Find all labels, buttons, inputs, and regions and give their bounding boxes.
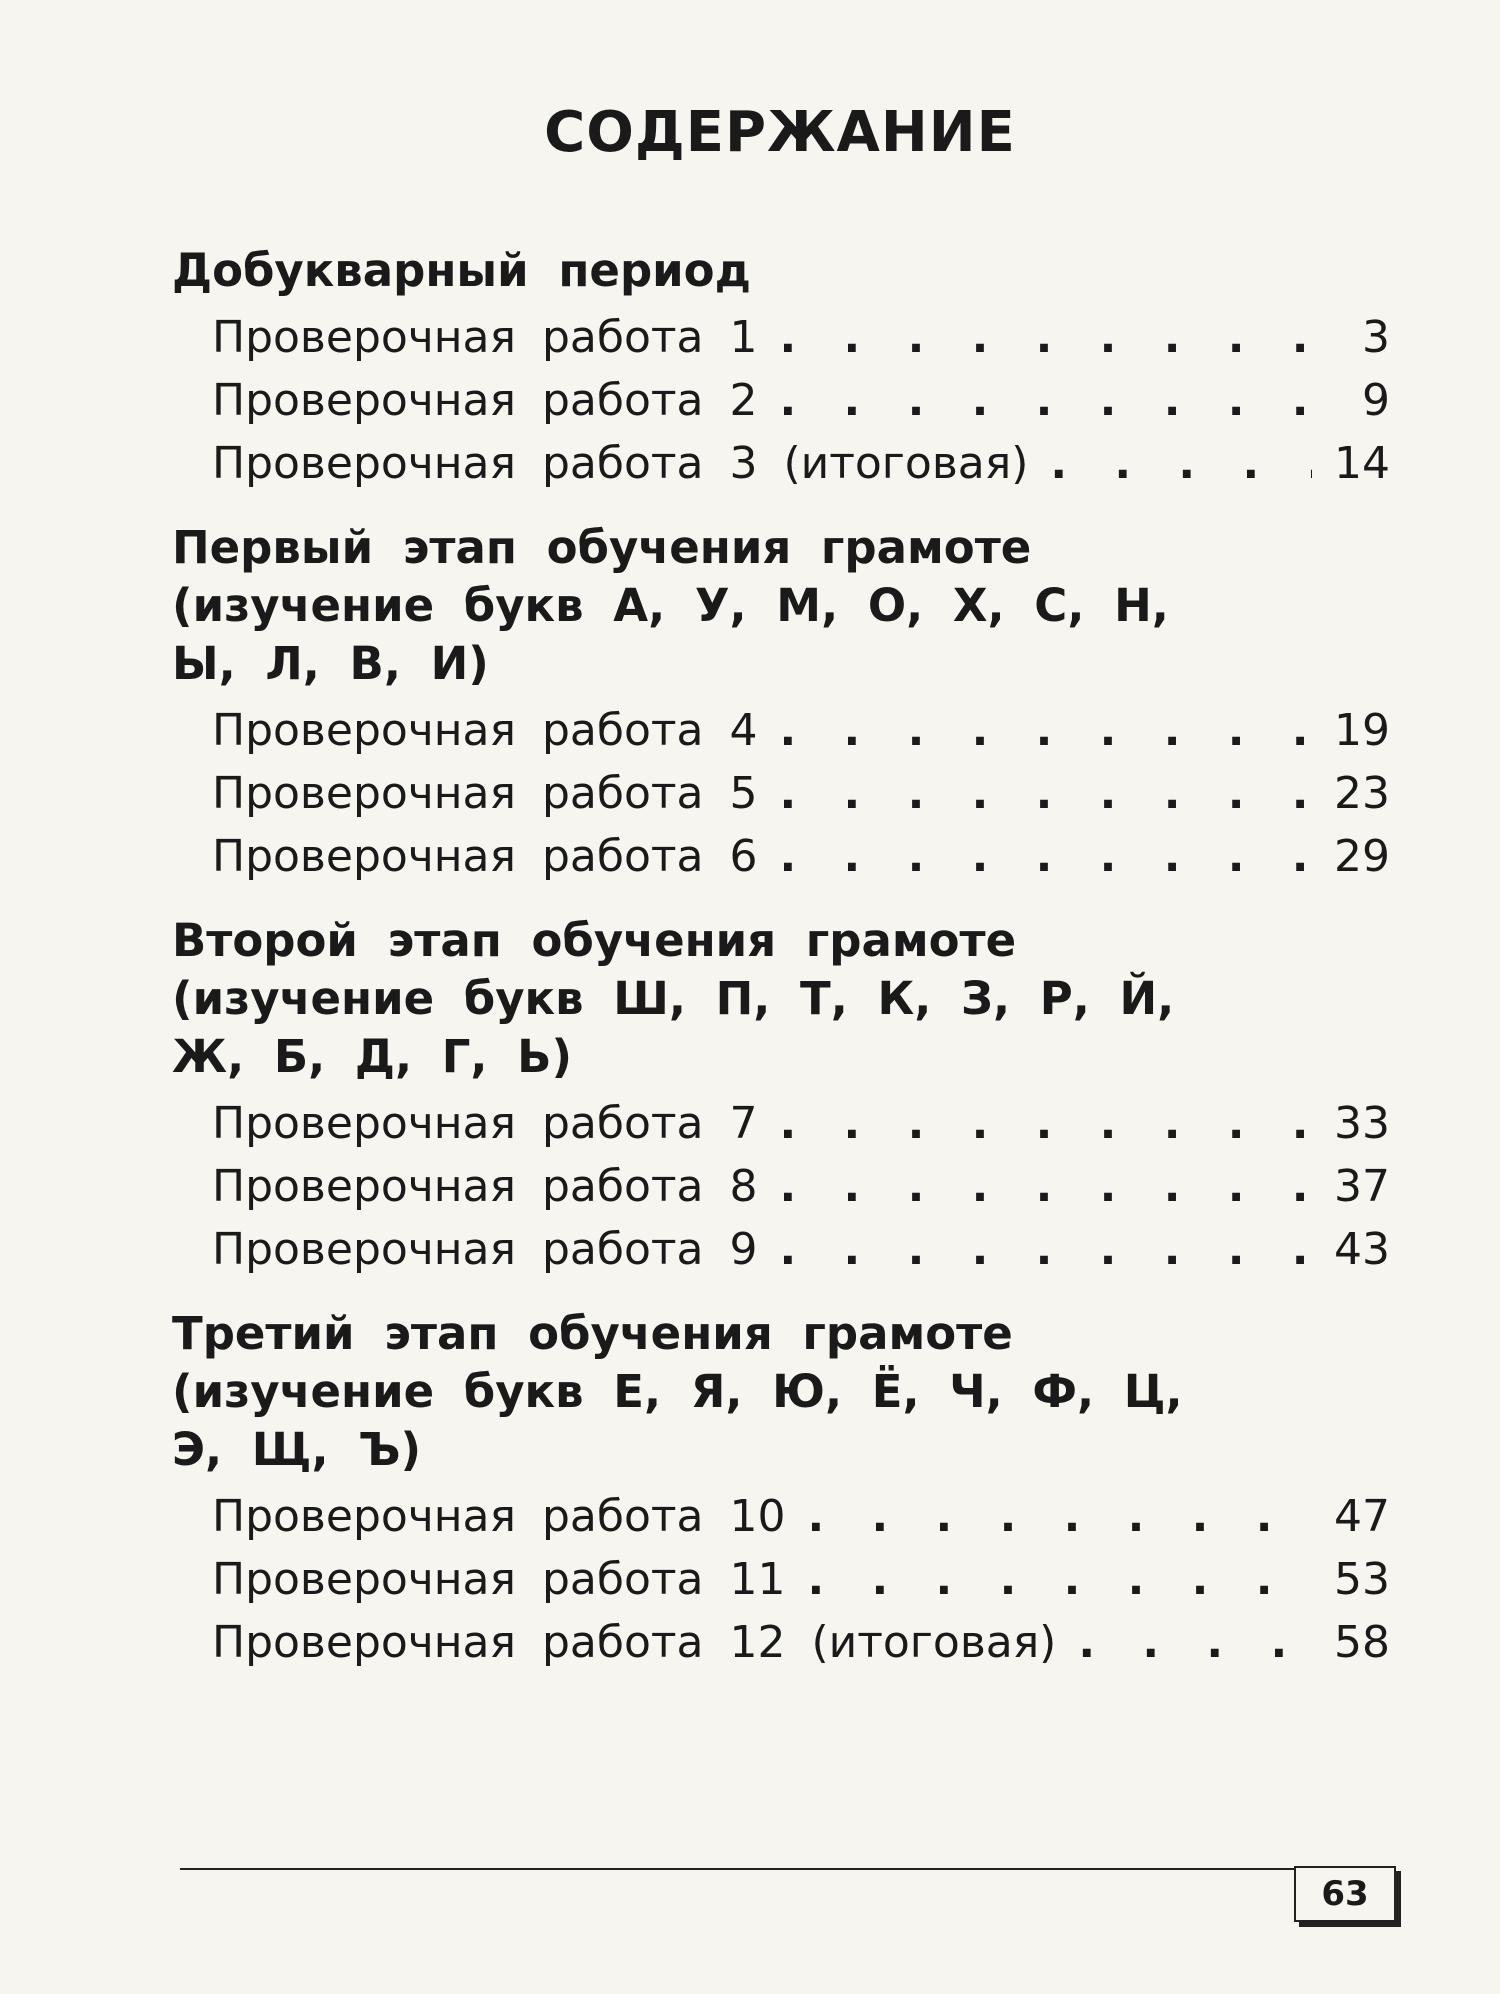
entry-label: Проверочная работа 9	[212, 1224, 758, 1275]
toc-entry[interactable]	[172, 825, 1390, 888]
entry-label: Проверочная работа 5	[212, 768, 758, 819]
entry-label: Проверочная работа 6	[212, 831, 758, 882]
entry-page-number: 58	[1334, 1617, 1390, 1668]
toc-entry[interactable]	[172, 1611, 1390, 1674]
entry-label: Проверочная работа 1	[212, 312, 758, 363]
dot-leader	[1050, 432, 1312, 495]
entry-page-number: 37	[1334, 1161, 1390, 1212]
entry-label: Проверочная работа 11	[212, 1554, 786, 1605]
entry-label: Проверочная работа 4	[212, 705, 758, 756]
toc-entry[interactable]	[172, 306, 1390, 369]
entry-page-number: 53	[1334, 1554, 1390, 1605]
toc-entry[interactable]	[172, 1092, 1390, 1155]
toc-entry[interactable]	[172, 762, 1390, 825]
entry-page-number: 23	[1334, 768, 1390, 819]
dot-leader	[780, 762, 1313, 825]
toc-entry[interactable]	[172, 432, 1390, 495]
dot-leader	[780, 1155, 1313, 1218]
entry-page-number: 29	[1334, 831, 1390, 882]
entry-page-number: 19	[1334, 705, 1390, 756]
footer-divider	[180, 1868, 1294, 1870]
entry-page-number: 14	[1334, 438, 1390, 489]
section-heading: Добукварный период	[172, 244, 751, 297]
entry-page-number: 33	[1334, 1098, 1390, 1149]
entry-page-number: 9	[1362, 375, 1390, 426]
toc-section-stage-1	[172, 519, 1390, 888]
dot-leader	[780, 1092, 1313, 1155]
table-of-contents	[172, 242, 1390, 1698]
section-heading: Первый этап обучения грамоте (изучение букв А, У, М, О, Х, С, Н, Ы, Л, В, И)	[172, 521, 1169, 690]
toc-entry[interactable]	[172, 1155, 1390, 1218]
dot-leader	[780, 699, 1313, 762]
dot-leader	[780, 825, 1313, 888]
entry-label: Проверочная работа 2	[212, 375, 758, 426]
page-number: 63	[1294, 1866, 1396, 1922]
entry-label: Проверочная работа 7	[212, 1098, 758, 1149]
entry-page-number: 47	[1334, 1491, 1390, 1542]
toc-section-stage-3	[172, 1305, 1390, 1674]
dot-leader	[780, 306, 1313, 369]
toc-entry[interactable]	[172, 1548, 1390, 1611]
entry-label: Проверочная работа 10	[212, 1491, 786, 1542]
entry-page-number: 43	[1334, 1224, 1390, 1275]
toc-entry[interactable]	[172, 1218, 1390, 1281]
dot-leader	[780, 1218, 1313, 1281]
dot-leader	[1078, 1611, 1312, 1674]
entry-label: Проверочная работа 8	[212, 1161, 758, 1212]
dot-leader	[807, 1485, 1312, 1548]
section-heading: Второй этап обучения грамоте (изучение букв Ш, П, Т, К, З, Р, Й, Ж, Б, Д, Г, Ь)	[172, 914, 1175, 1083]
entry-page-number: 3	[1362, 312, 1390, 363]
toc-section-pre-alphabet	[172, 242, 1390, 495]
entry-label: Проверочная работа 12 (итоговая)	[212, 1617, 1057, 1668]
section-heading: Третий этап обучения грамоте (изучение букв Е, Я, Ю, Ё, Ч, Ф, Ц, Э, Щ, Ъ)	[172, 1307, 1183, 1476]
toc-entry[interactable]	[172, 699, 1390, 762]
page-title: СОДЕРЖАНИЕ	[544, 100, 1016, 165]
entry-label: Проверочная работа 3 (итоговая)	[212, 438, 1029, 489]
dot-leader	[807, 1548, 1312, 1611]
dot-leader	[780, 369, 1313, 432]
toc-entry[interactable]	[172, 369, 1390, 432]
toc-entry[interactable]	[172, 1485, 1390, 1548]
toc-section-stage-2	[172, 912, 1390, 1281]
